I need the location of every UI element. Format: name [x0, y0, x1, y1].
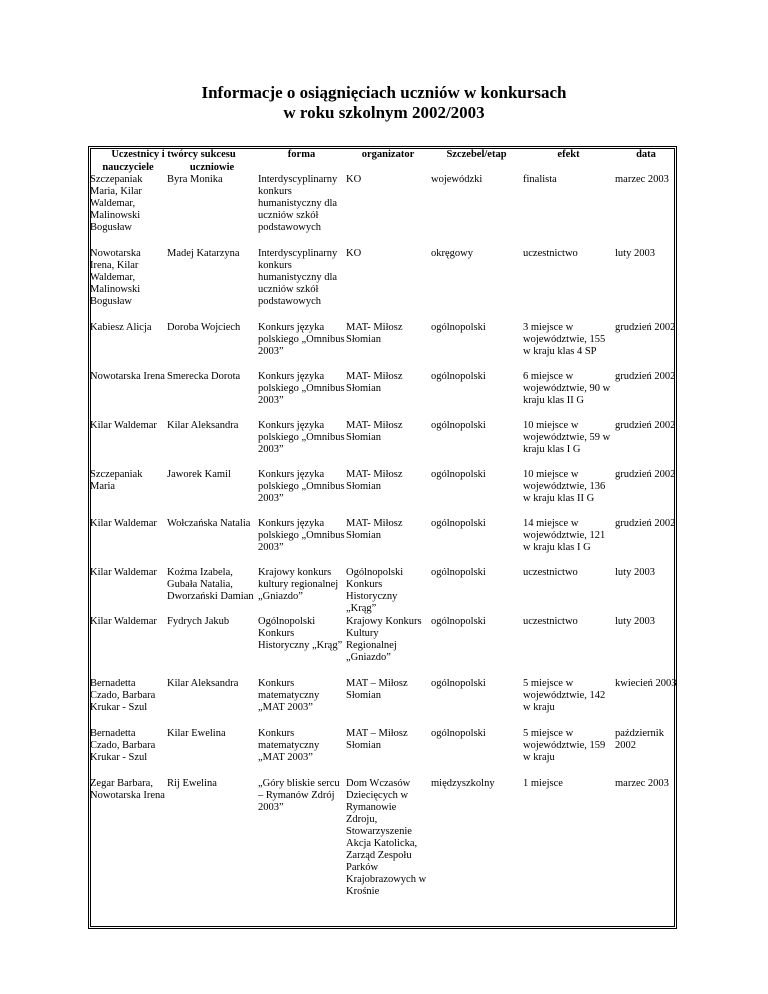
table-row — [89, 322, 677, 371]
cell-teachers: Bernadetta Czado, Barbara Krukar - Szul — [90, 728, 156, 763]
cell-organizer: Krajowy Konkurs Kultury Regionalnej „Gniazdo” — [346, 616, 422, 663]
cell-form: Konkurs języka polskiego „Omnibus 2003” — [258, 322, 345, 357]
cell-result: uczestnictwo — [523, 567, 578, 578]
cell-form: Ogólnopolski Konkurs Historyczny „Krąg” — [258, 616, 343, 651]
cell-teachers: Nowotarska Irena — [90, 371, 165, 382]
cell-level: ogólnopolski — [431, 567, 486, 578]
cell-teachers: Kilar Waldemar — [90, 567, 157, 578]
cell-level: ogólnopolski — [431, 322, 486, 333]
cell-teachers: Kilar Waldemar — [90, 616, 157, 627]
cell-date: grudzień 2002 — [615, 371, 676, 382]
cell-students: Doroba Wojciech — [167, 322, 241, 333]
cell-result: 5 miejsce w województwie, 142 w kraju — [523, 678, 606, 713]
cell-date: grudzień 2002 — [615, 322, 676, 333]
cell-organizer: Ogólnopolski Konkurs Historyczny „Krąg” — [346, 567, 404, 614]
cell-date: luty 2003 — [615, 248, 655, 259]
cell-form: Krajowy konkurs kultury regionalnej „Gniazdo” — [258, 567, 339, 602]
cell-students: Kilar Aleksandra — [167, 678, 239, 689]
header-result: efekt — [557, 149, 580, 160]
table-row — [89, 567, 677, 616]
cell-students: Madej Katarzyna — [167, 248, 240, 259]
cell-students: Fydrych Jakub — [167, 616, 230, 627]
cell-teachers: Szczepaniak Maria, Kilar Waldemar, Malinowski Bogusław — [90, 174, 143, 233]
cell-teachers: Szczepaniak Maria — [90, 469, 143, 492]
cell-teachers: Kabiesz Alicja — [90, 322, 152, 333]
cell-level: ogólnopolski — [431, 371, 486, 382]
cell-date: luty 2003 — [615, 616, 655, 627]
cell-students: Kilar Ewelina — [167, 728, 226, 739]
cell-result: 14 miejsce w województwie, 121 w kraju klas I G — [523, 518, 606, 553]
header-level: Szczebel/etap — [446, 149, 507, 160]
cell-form: Konkurs języka polskiego „Omnibus 2003” — [258, 420, 345, 455]
cell-organizer: MAT- Miłosz Słomian — [346, 322, 403, 345]
cell-date: marzec 2003 — [615, 174, 669, 185]
table-row — [89, 728, 677, 778]
header-date: data — [636, 149, 656, 160]
cell-result: 5 miejsce w województwie, 159 w kraju — [523, 728, 606, 763]
header-participants: Uczestnicy i twórcy sukcesu — [111, 149, 236, 160]
cell-form: Konkurs języka polskiego „Omnibus 2003” — [258, 518, 345, 553]
table-row — [89, 518, 677, 567]
cell-teachers: Bernadetta Czado, Barbara Krukar - Szul — [90, 678, 156, 713]
cell-level: ogólnopolski — [431, 728, 486, 739]
table-row — [89, 616, 677, 678]
cell-level: ogólnopolski — [431, 678, 486, 689]
header-teachers: nauczyciele — [102, 162, 154, 173]
table-row — [89, 469, 677, 518]
title-line-1: Informacje o osiągnięciach uczniów w konkursach — [201, 83, 567, 102]
cell-result: 10 miejsce w województwie, 136 w kraju klas II G — [523, 469, 606, 504]
cell-level: ogólnopolski — [431, 518, 486, 529]
cell-date: luty 2003 — [615, 567, 655, 578]
results-table — [89, 147, 677, 898]
cell-result: uczestnictwo — [523, 616, 578, 627]
cell-result: uczestnictwo — [523, 248, 578, 259]
cell-date: grudzień 2002 — [615, 518, 676, 529]
table-row — [89, 248, 677, 322]
table-row — [89, 778, 677, 898]
cell-form: Konkurs matematyczny „MAT 2003” — [258, 678, 320, 713]
cell-students: Byra Monika — [167, 174, 223, 185]
cell-students: Wołczańska Natalia — [167, 518, 251, 529]
cell-form: Konkurs matematyczny „MAT 2003” — [258, 728, 320, 763]
table-row — [89, 174, 677, 248]
cell-result: 6 miejsce w województwie, 90 w kraju klas II G — [523, 371, 611, 406]
cell-form: „Góry bliskie sercu – Rymanów Zdrój 2003” — [258, 778, 340, 813]
cell-students: Rij Ewelina — [167, 778, 217, 789]
cell-teachers: Kilar Waldemar — [90, 420, 157, 431]
cell-level: okręgowy — [431, 248, 473, 259]
cell-result: finalista — [523, 174, 557, 185]
cell-form: Konkurs języka polskiego „Omnibus 2003” — [258, 469, 345, 504]
cell-organizer: MAT – Miłosz Słomian — [346, 678, 408, 701]
cell-organizer: MAT- Miłosz Słomian — [346, 469, 403, 492]
cell-result: 10 miejsce w województwie, 59 w kraju klas I G — [523, 420, 611, 455]
cell-level: międzyszkolny — [431, 778, 495, 789]
title-line-2: w roku szkolnym 2002/2003 — [283, 103, 485, 122]
cell-teachers: Nowotarska Irena, Kilar Waldemar, Malinowski Bogusław — [90, 248, 141, 307]
cell-level: ogólnopolski — [431, 469, 486, 480]
cell-organizer: MAT- Miłosz Słomian — [346, 371, 403, 394]
cell-date: marzec 2003 — [615, 778, 669, 789]
cell-form: Interdyscyplinarny konkurs humanistyczny dla uczniów szkół podstawowych — [258, 174, 338, 233]
cell-organizer: MAT- Miłosz Słomian — [346, 420, 403, 443]
cell-organizer: KO — [346, 248, 362, 259]
table-row — [89, 420, 677, 469]
cell-students: Koźma Izabela, Gubała Natalia, Dworzański Damian — [167, 567, 254, 602]
cell-organizer: MAT- Miłosz Słomian — [346, 518, 403, 541]
cell-date: kwiecień 2003 — [615, 678, 677, 689]
cell-organizer: MAT – Miłosz Słomian — [346, 728, 408, 751]
header-students: uczniowie — [189, 162, 235, 173]
cell-teachers: Kilar Waldemar — [90, 518, 157, 529]
page-title — [0, 83, 768, 123]
cell-date: październik 2002 — [615, 728, 664, 751]
cell-students: Kilar Aleksandra — [167, 420, 239, 431]
cell-date: grudzień 2002 — [615, 469, 676, 480]
header-form: forma — [287, 149, 316, 160]
cell-organizer: KO — [346, 174, 362, 185]
header-organizer: organizator — [361, 149, 415, 160]
cell-level: wojewódzki — [431, 174, 483, 185]
cell-level: ogólnopolski — [431, 420, 486, 431]
table-row — [89, 678, 677, 728]
cell-teachers: Zegar Barbara, Nowotarska Irena — [90, 778, 165, 801]
table-row — [89, 371, 677, 420]
cell-level: ogólnopolski — [431, 616, 486, 627]
cell-result: 3 miejsce w województwie, 155 w kraju klas 4 SP — [523, 322, 606, 357]
cell-form: Interdyscyplinarny konkurs humanistyczny dla uczniów szkół podstawowych — [258, 248, 338, 307]
cell-students: Smerecka Dorota — [167, 371, 241, 382]
cell-result: 1 miejsce — [523, 778, 563, 789]
cell-date: grudzień 2002 — [615, 420, 676, 431]
cell-form: Konkurs języka polskiego „Omnibus 2003” — [258, 371, 345, 406]
cell-organizer: Dom Wczasów Dziecięcych w Rymanowie Zdroju, Stowarzyszenie Akcja Katolicka, Zarząd Zespołu Parków Krajobrazowych w Krośnie — [346, 778, 427, 897]
cell-students: Jaworek Kamil — [167, 469, 231, 480]
